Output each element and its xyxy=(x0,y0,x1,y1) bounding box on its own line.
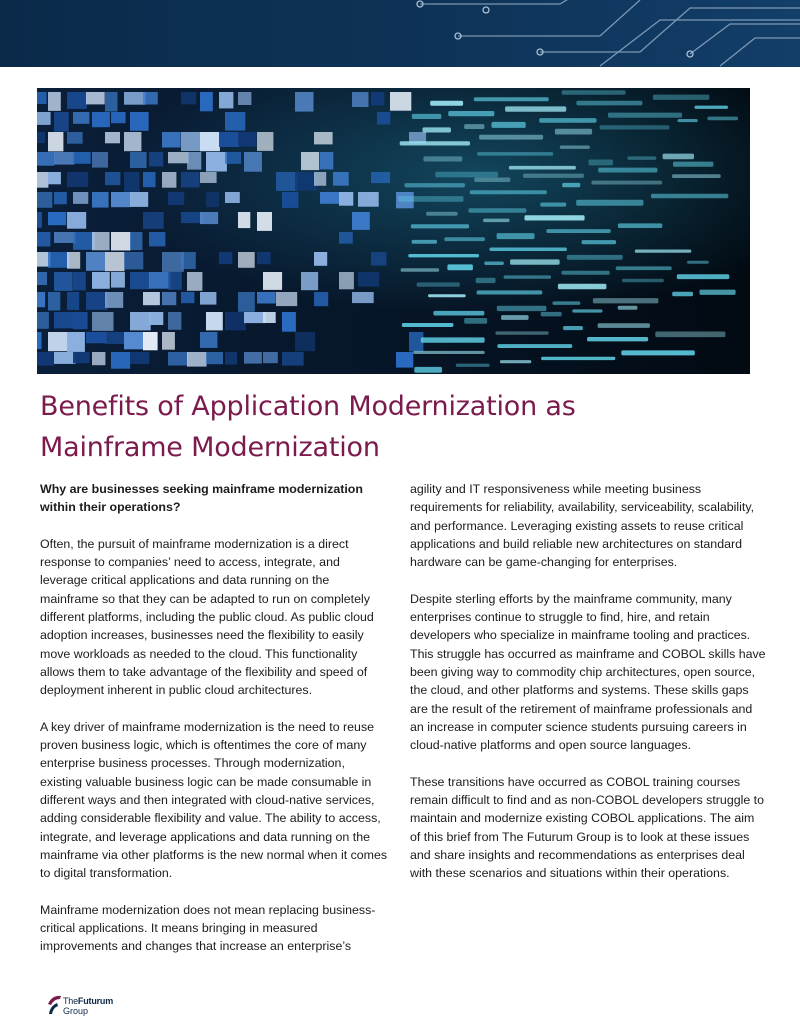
cube-block xyxy=(111,352,130,369)
cube-block xyxy=(37,152,54,166)
code-glyph-streak xyxy=(495,331,548,334)
title-line-2: Mainframe Modernization xyxy=(40,432,380,463)
cube-block xyxy=(282,312,296,332)
code-glyph-streak xyxy=(655,332,725,338)
code-glyph-streak xyxy=(490,248,567,252)
cube-block xyxy=(143,92,158,105)
cube-block xyxy=(37,292,45,307)
code-glyph-streak xyxy=(447,264,473,270)
cube-block xyxy=(244,312,266,323)
code-glyph-streak xyxy=(479,135,543,140)
cube-block xyxy=(181,132,203,151)
circuit-lines-decoration xyxy=(0,0,800,67)
cube-block xyxy=(105,332,125,344)
code-glyph-streak xyxy=(562,271,610,275)
code-glyph-streak xyxy=(497,344,572,348)
cube-block xyxy=(200,332,217,348)
cube-block xyxy=(67,332,85,352)
cube-block xyxy=(295,332,315,351)
cube-block xyxy=(92,272,110,289)
cube-block xyxy=(92,192,109,208)
cube-block xyxy=(54,312,74,328)
cube-block xyxy=(92,352,105,365)
code-glyph-streak xyxy=(562,183,580,187)
code-glyph-streak xyxy=(591,181,662,185)
code-glyph-streak xyxy=(435,172,498,178)
code-glyph-streak xyxy=(541,357,615,360)
header-band xyxy=(0,0,800,67)
cube-block xyxy=(162,292,176,305)
cube-block xyxy=(295,172,317,191)
cube-block xyxy=(111,232,131,251)
cube-block xyxy=(257,212,272,231)
cube-block xyxy=(54,112,69,132)
cube-block xyxy=(111,112,126,123)
data-cubes-illustration xyxy=(37,88,750,374)
cube-block xyxy=(124,172,140,192)
cube-block xyxy=(48,252,69,268)
code-glyph-streak xyxy=(417,282,460,286)
code-glyph-streak xyxy=(398,196,463,202)
cube-block xyxy=(282,352,304,366)
cube-block xyxy=(225,352,237,365)
code-glyph-streak xyxy=(576,101,642,106)
cube-block xyxy=(314,292,328,306)
paragraph: These transitions have occurred as COBOL training courses remain difficult to find and as non-COBOL developers struggle to maintain and modernize existing COBOL applications. The aim of this brief from The Futurum Group is to look at these issues and share insights and recommendations as enterprises deal with these scenarios and situations within their operations. xyxy=(410,774,765,881)
cube-block xyxy=(168,352,188,366)
cube-block xyxy=(225,112,245,131)
cube-block xyxy=(168,312,181,330)
logo-line-1: TheFuturum xyxy=(63,996,114,1006)
code-glyph-streak xyxy=(672,292,693,296)
code-glyph-streak xyxy=(405,183,465,187)
cube-block xyxy=(48,212,66,225)
code-glyph-streak xyxy=(402,323,454,327)
title-line-1: Benefits of Application Modernization as xyxy=(40,391,576,422)
cube-block xyxy=(352,292,374,303)
cube-block xyxy=(352,212,370,230)
cube-block xyxy=(149,152,163,167)
code-glyph-streak xyxy=(400,141,470,145)
cube-block xyxy=(371,172,390,183)
cube-block xyxy=(301,152,319,170)
cube-block xyxy=(48,172,61,184)
code-glyph-streak xyxy=(401,268,440,272)
cube-block xyxy=(168,152,189,163)
cube-block xyxy=(48,332,67,351)
cube-block xyxy=(48,92,61,111)
code-glyph-streak xyxy=(539,118,596,123)
cube-block xyxy=(276,172,298,191)
cube-block xyxy=(92,232,110,250)
cube-block xyxy=(143,292,160,305)
cube-block xyxy=(371,252,387,266)
cube-block xyxy=(37,332,42,349)
cube-block xyxy=(37,352,54,366)
cube-block xyxy=(86,92,105,104)
cube-block xyxy=(358,272,379,287)
code-glyph-streak xyxy=(678,119,698,122)
cube-block xyxy=(244,152,262,172)
code-glyph-streak xyxy=(635,250,692,253)
cube-block xyxy=(105,172,120,185)
code-glyph-streak xyxy=(477,290,543,294)
code-glyph-streak xyxy=(576,200,643,206)
code-glyph-streak xyxy=(500,360,531,363)
code-glyph-streak xyxy=(477,152,553,156)
code-glyph-streak xyxy=(618,223,662,228)
cube-block xyxy=(73,112,89,124)
cube-block xyxy=(37,92,47,104)
cube-block xyxy=(168,192,184,205)
cube-block xyxy=(130,192,148,207)
code-glyph-streak xyxy=(651,194,728,199)
cube-block xyxy=(86,252,105,271)
cube-block xyxy=(130,272,150,289)
cube-block xyxy=(143,172,156,187)
cube-block xyxy=(73,152,91,164)
paragraph: Mainframe modernization does not mean replacing business-critical applications. It means bringing in measured improvements and changes that increase an enterprise’s xyxy=(40,902,376,954)
cube-block xyxy=(105,252,125,271)
hero-image xyxy=(37,88,750,374)
cube-block xyxy=(130,232,142,250)
code-glyph-streak xyxy=(430,101,463,106)
cube-block xyxy=(225,152,241,164)
code-glyph-streak xyxy=(504,275,551,278)
cube-block xyxy=(73,312,88,329)
cube-block xyxy=(238,252,255,268)
cube-block xyxy=(37,272,47,285)
code-glyph-streak xyxy=(562,90,626,94)
cube-block xyxy=(86,292,108,310)
cube-block xyxy=(105,132,120,143)
code-glyph-streak xyxy=(423,156,462,161)
code-glyph-streak xyxy=(484,262,504,266)
cube-block xyxy=(238,292,255,312)
cube-block xyxy=(263,312,276,323)
code-glyph-streak xyxy=(412,114,442,119)
code-glyph-streak xyxy=(464,318,487,324)
code-glyph-streak xyxy=(476,278,496,283)
cube-block xyxy=(54,272,73,291)
code-glyph-streak xyxy=(423,127,451,132)
code-glyph-streak xyxy=(563,326,583,330)
cube-block xyxy=(111,272,125,288)
cube-block xyxy=(54,352,76,364)
code-glyph-streak xyxy=(412,240,437,244)
cube-block xyxy=(54,152,74,165)
cube-block xyxy=(333,172,349,186)
cube-block xyxy=(105,92,118,112)
cube-block xyxy=(339,272,354,289)
cube-block xyxy=(162,252,184,272)
code-glyph-streak xyxy=(428,294,466,297)
cube-block xyxy=(257,252,271,264)
cube-block xyxy=(206,152,227,172)
code-glyph-streak xyxy=(497,306,547,311)
cube-block xyxy=(200,92,213,111)
cube-block xyxy=(257,132,273,151)
code-glyph-streak xyxy=(663,154,694,160)
cube-block xyxy=(225,192,240,203)
code-glyph-streak xyxy=(587,337,648,341)
code-glyph-streak xyxy=(618,306,638,310)
cube-block xyxy=(238,212,250,228)
code-glyph-streak xyxy=(411,224,469,228)
paragraph: Despite sterling efforts by the mainframe community, many enterprises continue to struggle to find, hire, and retain developers who specialize in mainframe tooling and practices. This struggle has occurred as mainframe and COBOL skills have been giving way to commodity chip architectures, open source, the cloud, and other platforms and systems. These skills gaps are the result of the retirement of mainframe professionals and an increase in computer science students pursuing careers in cloud-native platforms and open source languages. xyxy=(410,591,766,753)
cube-block xyxy=(124,132,141,151)
cube-block xyxy=(149,232,165,246)
code-glyph-streak xyxy=(501,315,528,320)
cube-block xyxy=(276,292,297,306)
code-glyph-streak xyxy=(492,122,526,128)
cube-block xyxy=(200,212,218,224)
cube-block xyxy=(67,292,79,310)
code-glyph-streak xyxy=(558,284,607,290)
cube-block xyxy=(320,152,333,169)
code-glyph-streak xyxy=(509,166,576,170)
cube-block xyxy=(67,172,88,187)
code-glyph-streak xyxy=(470,190,547,194)
cube-block xyxy=(162,332,175,350)
cube-block xyxy=(37,172,48,188)
cube-block xyxy=(263,352,278,363)
code-glyph-streak xyxy=(448,111,494,116)
logo-mark-icon xyxy=(46,994,62,1016)
code-glyph-streak xyxy=(627,156,656,160)
cube-block xyxy=(54,192,67,204)
cube-block xyxy=(67,132,83,144)
code-glyph-streak xyxy=(616,266,672,270)
cube-block xyxy=(295,92,314,112)
code-glyph-streak xyxy=(413,351,484,354)
code-glyph-streak xyxy=(593,298,659,303)
cube-block xyxy=(124,252,143,269)
code-glyph-streak xyxy=(541,312,562,317)
cube-block xyxy=(206,312,223,330)
code-glyph-streak xyxy=(560,146,590,149)
cube-block xyxy=(92,152,108,168)
cube-block xyxy=(105,292,123,308)
cube-block xyxy=(92,312,114,331)
cube-block xyxy=(206,352,223,364)
cube-block xyxy=(37,232,50,247)
code-glyph-streak xyxy=(525,215,585,220)
cube-block xyxy=(48,292,60,311)
cube-block xyxy=(143,212,164,229)
question-heading: Why are businesses seeking mainframe modernization within their operations? xyxy=(40,482,363,515)
cube-block xyxy=(200,172,217,183)
cube-block xyxy=(73,232,95,250)
futurum-group-logo xyxy=(46,992,136,1022)
cube-block xyxy=(314,252,327,266)
code-glyph-streak xyxy=(608,113,682,118)
cube-block xyxy=(238,132,257,147)
cube-block xyxy=(143,332,158,350)
code-glyph-streak xyxy=(408,254,479,257)
cube-block xyxy=(149,272,170,289)
cube-block xyxy=(238,92,251,105)
cube-block xyxy=(181,252,196,269)
code-glyph-streak xyxy=(673,162,713,167)
cube-block xyxy=(162,172,176,188)
cube-block xyxy=(111,192,130,207)
cube-block xyxy=(124,332,144,349)
cube-block xyxy=(181,292,194,303)
cube-block xyxy=(352,92,369,107)
cube-block xyxy=(200,292,216,305)
code-glyph-streak xyxy=(582,240,616,244)
code-glyph-streak xyxy=(497,233,535,239)
cube-block xyxy=(339,192,353,206)
left-column xyxy=(40,480,390,974)
cube-block xyxy=(37,112,51,125)
cube-block xyxy=(67,212,86,229)
code-glyph-streak xyxy=(653,95,709,100)
cube-block xyxy=(187,352,207,367)
code-glyph-streak xyxy=(621,350,695,355)
code-glyph-streak xyxy=(456,364,490,367)
code-glyph-streak xyxy=(598,323,650,328)
code-glyph-streak xyxy=(523,174,584,178)
code-glyph-streak xyxy=(426,212,458,216)
cube-block xyxy=(257,292,276,304)
cube-block xyxy=(67,92,87,109)
cube-block xyxy=(37,312,49,329)
code-glyph-streak xyxy=(474,178,510,183)
cube-block xyxy=(358,192,379,207)
cube-block xyxy=(396,352,413,368)
cube-block xyxy=(320,192,340,204)
cube-block xyxy=(48,132,63,151)
cube-block xyxy=(339,232,353,244)
code-glyph-streak xyxy=(505,106,566,111)
cube-block xyxy=(263,272,282,290)
logo-line-2: Group xyxy=(63,1006,89,1016)
code-glyph-streak xyxy=(622,279,664,283)
code-glyph-streak xyxy=(546,229,610,233)
code-glyph-streak xyxy=(572,309,602,312)
cube-block xyxy=(282,192,298,208)
code-glyph-streak xyxy=(707,117,738,121)
cube-block xyxy=(314,132,333,144)
cube-block xyxy=(37,132,45,143)
cube-block xyxy=(67,252,80,269)
cube-block xyxy=(130,352,149,364)
cube-block xyxy=(37,192,52,208)
code-glyph-streak xyxy=(600,125,670,129)
cube-block xyxy=(149,312,163,325)
cube-block xyxy=(181,92,196,104)
code-glyph-streak xyxy=(700,290,736,295)
cube-block xyxy=(73,192,88,204)
cube-block xyxy=(37,212,42,228)
paragraph: agility and IT responsiveness while meeting business requirements for reliability, availability, serviceability, scalability, and performance. Leveraging existing assets to reuse critical applications and build reliable new architectures on standard hardware can be game-changing for enterprises. xyxy=(410,482,755,570)
code-glyph-streak xyxy=(687,261,709,264)
cube-block xyxy=(225,312,246,330)
cube-block xyxy=(301,272,318,290)
code-glyph-streak xyxy=(589,160,614,166)
code-glyph-streak xyxy=(474,97,549,101)
code-glyph-streak xyxy=(598,168,657,173)
cube-block xyxy=(130,312,151,330)
paragraph: Often, the pursuit of mainframe modernization is a direct response to companies’ need to access, integrate, and leverage critical applications and data running on the mainframe so that they can be adapted to run on completely different platforms, including the public cloud. As public cloud adoption increases, businesses need the flexibility to easily move workloads as needed to the cloud. This functionality allows them to take advantage of the flexibility and speed of deployment inherent in public cloud architectures. xyxy=(40,536,374,698)
code-glyph-streak xyxy=(677,274,730,279)
cube-block xyxy=(371,92,384,105)
code-glyph-streak xyxy=(672,174,721,178)
code-glyph-streak xyxy=(695,106,729,109)
cube-block xyxy=(219,132,239,147)
cube-block xyxy=(200,132,220,151)
code-glyph-streak xyxy=(540,203,566,207)
code-glyph-streak xyxy=(444,237,485,241)
code-glyph-streak xyxy=(469,208,527,213)
cube-block xyxy=(73,352,90,363)
code-glyph-streak xyxy=(414,367,442,373)
cube-block xyxy=(168,272,182,290)
right-column xyxy=(410,480,766,901)
cube-block xyxy=(86,332,107,343)
cube-block xyxy=(130,112,149,131)
code-glyph-streak xyxy=(464,124,484,129)
cube-block xyxy=(181,212,203,223)
cube-block xyxy=(187,152,201,170)
code-glyph-streak xyxy=(433,311,484,316)
cube-block xyxy=(314,172,326,186)
cube-block xyxy=(187,272,202,291)
cube-block xyxy=(219,92,233,108)
paragraph: A key driver of mainframe modernization is the need to reuse proven business logic, which is oftentimes the core of many enterprise business processes. Through modernization, existing valuable business logic can be made consumable in different ways and then integrated with cloud-native services, adding considerable flexibility and value. The ability to access, integrate, and leverage applications and data running on the mainframe via other platforms is the new normal when it comes to digital transformation. xyxy=(40,719,388,881)
code-glyph-streak xyxy=(553,301,581,305)
cube-block xyxy=(162,132,181,148)
cube-block xyxy=(390,92,411,111)
cube-block xyxy=(244,352,262,364)
cube-block xyxy=(73,272,86,290)
cube-block xyxy=(206,192,219,207)
code-glyph-streak xyxy=(510,259,559,264)
code-glyph-streak xyxy=(483,219,509,223)
cube-block xyxy=(124,92,146,105)
cube-block xyxy=(130,152,147,168)
cube-block xyxy=(377,112,390,125)
cube-block xyxy=(219,252,232,264)
code-glyph-streak xyxy=(555,129,592,135)
code-glyph-streak xyxy=(421,337,485,342)
code-glyph-streak xyxy=(567,255,623,260)
page-title xyxy=(40,386,760,468)
cube-block xyxy=(54,232,76,243)
cube-block xyxy=(92,112,110,127)
cube-block xyxy=(181,172,200,187)
